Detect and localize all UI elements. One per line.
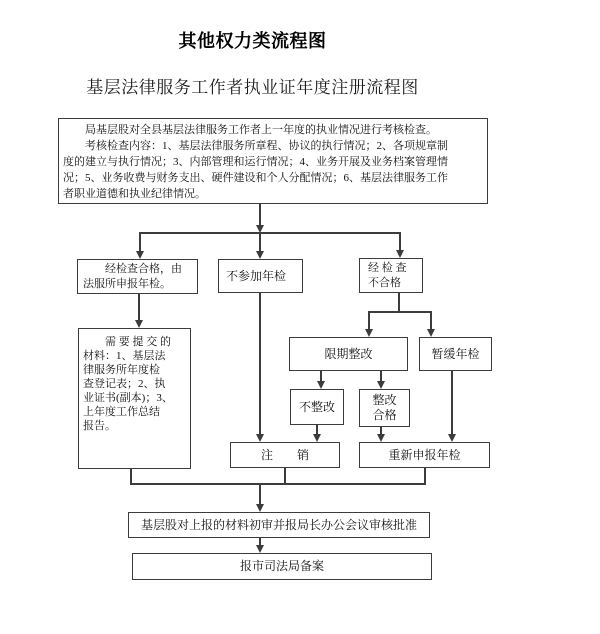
arrow-down-icon [377, 434, 385, 442]
flow-connector-line [368, 312, 370, 329]
flow-connector-line [380, 371, 382, 381]
arrow-down-icon [396, 250, 404, 258]
node-deadline-rectify: 限期整改 [289, 337, 408, 371]
arrow-down-icon [317, 381, 325, 389]
node-cancel-certificate: 注 销 [230, 442, 340, 468]
flow-connector-line [398, 293, 400, 312]
flow-connector-line [138, 294, 140, 320]
node-review-approval: 基层股对上报的材料初审并报局长办公会议审核批准 [128, 512, 430, 538]
flow-connector-line [130, 483, 426, 485]
arrow-down-icon [136, 251, 144, 259]
node-annual-check-overview: 局基层股对全县基层法律服务工作者上一年度的执业情况进行考核检查。 考核检查内容：1、基层法律服务所章程、协议的执行情况；2、各项规章制 度的建立与执行情况；3、内部管理和运行情况；4、业务开展及业务档案管理情 况；5、业务收费与财务支出、硬件建设和个人分配情况；6、基层法律服务工作 者职业道德和执业纪律情况。 [58, 118, 488, 204]
arrow-down-icon [256, 504, 264, 512]
flow-connector-line [368, 311, 432, 313]
flow-connector-line [259, 293, 261, 434]
node-suspend-inspection: 暂缓年检 [419, 337, 492, 371]
flow-connector-line [259, 538, 261, 545]
arrow-down-icon [256, 545, 264, 553]
node-skip-inspection: 不参加年检 [218, 259, 303, 293]
flow-connector-line [139, 233, 141, 251]
page-subtitle: 基层法律服务工作者执业证年度注册流程图 [86, 78, 419, 97]
flow-connector-line [320, 371, 322, 381]
flow-connector-line [259, 203, 261, 225]
arrow-down-icon [256, 434, 264, 442]
flow-connector-line [399, 233, 401, 250]
node-report-record: 报市司法局备案 [132, 553, 432, 580]
arrow-down-icon [256, 251, 264, 259]
flow-connector-line [451, 371, 453, 434]
arrow-down-icon [135, 320, 143, 328]
arrow-down-icon [313, 434, 321, 442]
arrow-down-icon [427, 329, 435, 337]
node-required-materials: 需 要 提 交 的 材料：1、基层法 律服务所年度检 查登记表；2、执 业证书(副本)；3、 上年度工作总结 报告。 [78, 328, 191, 469]
node-reapply-inspection: 重新申报年检 [359, 442, 490, 468]
page-title: 其他权力类流程图 [178, 31, 327, 51]
arrow-down-icon [377, 381, 385, 389]
arrow-down-icon [365, 329, 373, 337]
node-no-rectify: 不整改 [290, 389, 344, 425]
flow-connector-line [430, 312, 432, 329]
arrow-down-icon [448, 434, 456, 442]
flow-connector-line [259, 233, 261, 251]
flow-connector-line [139, 232, 401, 234]
node-fail-inspection: 经 检 查 不合格 [359, 258, 423, 293]
node-rectify-pass: 整改 合格 [359, 389, 410, 427]
flow-connector-line [259, 485, 261, 504]
flow-connector-line [316, 425, 318, 434]
node-pass-apply-inspection: 经检查合格，由 法服所申报年检。 [77, 259, 198, 294]
flow-connector-line [380, 427, 382, 434]
